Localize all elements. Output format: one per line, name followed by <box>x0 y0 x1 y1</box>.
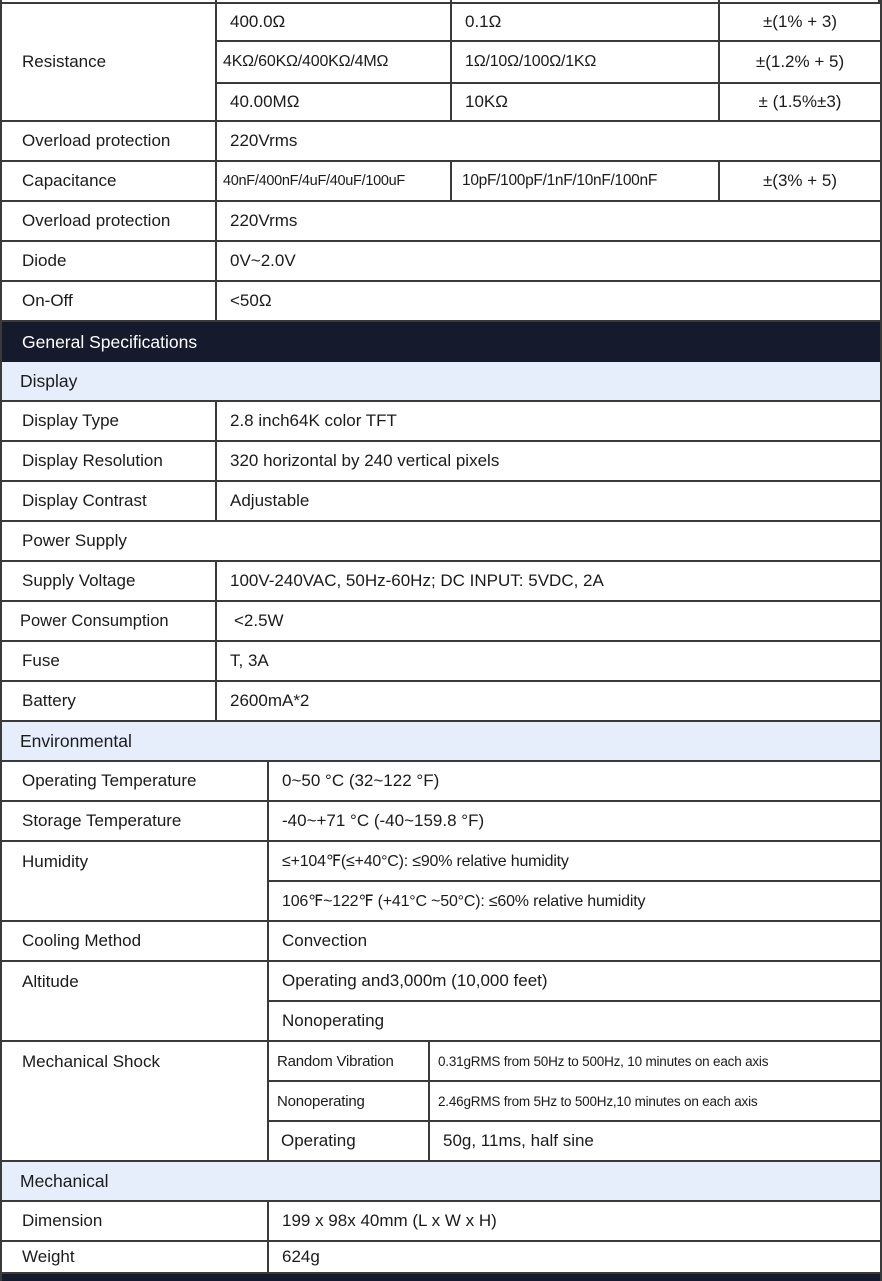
display-type-label: Display Type <box>2 402 217 440</box>
shock-condition: Nonoperating <box>269 1082 430 1120</box>
overload-protection-value: 220Vrms <box>230 211 298 230</box>
table-row <box>2 762 880 802</box>
storage-temperature-label: Storage Temperature <box>2 802 269 840</box>
resistance-resolution: 1Ω/10Ω/100Ω/1KΩ <box>452 42 720 82</box>
power-consumption-value: <2.5W <box>234 611 284 630</box>
sliver-cell <box>2 0 217 2</box>
resistance-resolution: 10KΩ <box>452 84 720 120</box>
resistance-range: 400.0Ω <box>217 4 452 40</box>
shock-value: 2.46gRMS from 5Hz to 500Hz,10 minutes on each axis <box>438 1093 758 1109</box>
weight-value: 624g <box>282 1247 320 1266</box>
dimension-value: 199 x 98x 40mm (L x W x H) <box>282 1211 497 1230</box>
mechanical-section-header: Mechanical <box>2 1162 880 1202</box>
resistance-range: 4KΩ/60KΩ/400KΩ/4MΩ <box>217 42 452 82</box>
sliver-cell <box>217 0 452 2</box>
resistance-row-group <box>2 4 880 122</box>
on-off-value: <50Ω <box>230 291 272 310</box>
table-row <box>2 162 880 202</box>
resistance-accuracy: ± (1.5%±3) <box>758 92 842 111</box>
display-resolution-label: Display Resolution <box>2 442 217 480</box>
display-section-header: Display <box>2 362 880 402</box>
section-bar-partial <box>2 1274 880 1281</box>
table-row <box>217 84 880 120</box>
resistance-label: Resistance <box>2 4 217 120</box>
table-row <box>2 402 880 442</box>
table-row <box>2 562 880 602</box>
supply-voltage-value: 100V-240VAC, 50Hz-60Hz; DC INPUT: 5VDC, 2A <box>230 571 604 590</box>
resistance-range: 40.00MΩ <box>217 84 452 120</box>
table-row <box>2 242 880 282</box>
overload-protection-value: 220Vrms <box>230 131 298 150</box>
capacitance-resolution: 10pF/100pF/1nF/10nF/100nF <box>452 162 720 200</box>
battery-value: 2600mA*2 <box>230 691 310 710</box>
altitude-value: Operating and3,000m (10,000 feet) <box>282 971 548 990</box>
cooling-method-label: Cooling Method <box>2 922 269 960</box>
table-row <box>217 4 880 42</box>
fuse-value: T, 3A <box>230 651 269 670</box>
on-off-label: On-Off <box>2 282 217 320</box>
table-row <box>269 1082 880 1122</box>
cooling-method-value: Convection <box>282 931 368 950</box>
diode-label: Diode <box>2 242 217 280</box>
display-contrast-label: Display Contrast <box>2 482 217 520</box>
table-row <box>2 1242 880 1274</box>
environmental-section-header: Environmental <box>2 722 880 762</box>
table-row <box>2 482 880 522</box>
capacitance-label: Capacitance <box>2 162 217 200</box>
table-row <box>2 602 880 642</box>
humidity-row-group <box>2 842 880 922</box>
operating-temperature-value: 0~50 °C (32~122 °F) <box>282 771 440 790</box>
fuse-label: Fuse <box>2 642 217 680</box>
table-row <box>2 682 880 722</box>
altitude-label: Altitude <box>2 962 269 1040</box>
table-row <box>2 922 880 962</box>
table-row <box>2 522 880 562</box>
power-supply-section-label: Power Supply <box>22 531 127 550</box>
battery-label: Battery <box>2 682 217 720</box>
overload-protection-label: Overload protection <box>2 202 217 240</box>
table-row <box>269 962 880 1002</box>
capacitance-range: 40nF/400nF/4uF/40uF/100uF <box>217 162 452 200</box>
shock-condition: Operating <box>269 1122 430 1160</box>
resistance-resolution: 0.1Ω <box>452 4 720 40</box>
resistance-accuracy: ±(1% + 3) <box>762 12 838 31</box>
altitude-row-group <box>2 962 880 1042</box>
display-contrast-value: Adjustable <box>230 491 310 510</box>
table-row <box>2 642 880 682</box>
overload-protection-label: Overload protection <box>2 122 217 160</box>
humidity-label: Humidity <box>2 842 269 920</box>
supply-voltage-label: Supply Voltage <box>2 562 217 600</box>
table-row <box>217 42 880 84</box>
general-specifications-banner: General Specifications <box>2 322 880 362</box>
display-type-value: 2.8 inch64K color TFT <box>230 411 397 430</box>
table-row <box>2 122 880 162</box>
shock-value: 0.31gRMS from 50Hz to 500Hz, 10 minutes on each axis <box>438 1053 769 1069</box>
resistance-accuracy: ±(1.2% + 5) <box>755 52 845 71</box>
humidity-value: 106℉~122℉ (+41°C ~50°C): ≤60% relative humidity <box>282 893 646 910</box>
table-row <box>269 1042 880 1082</box>
diode-value: 0V~2.0V <box>230 251 296 270</box>
mechanical-shock-label: Mechanical Shock <box>2 1042 269 1160</box>
table-row <box>269 842 880 882</box>
table-row <box>2 442 880 482</box>
sliver-cell <box>452 0 720 2</box>
capacitance-accuracy: ±(3% + 5) <box>762 171 838 190</box>
sliver-cell <box>720 0 880 2</box>
shock-condition: Random Vibration <box>269 1042 430 1080</box>
table-row <box>2 202 880 242</box>
storage-temperature-value: -40~+71 °C (-40~159.8 °F) <box>282 811 485 830</box>
weight-label: Weight <box>2 1242 269 1272</box>
table-row <box>269 1002 880 1040</box>
table-row <box>269 1122 880 1160</box>
shock-value: 50g, 11ms, half sine <box>443 1131 594 1150</box>
table-row <box>2 282 880 322</box>
humidity-value: ≤+104℉(≤+40°C): ≤90% relative humidity <box>282 853 569 870</box>
display-resolution-value: 320 horizontal by 240 vertical pixels <box>230 451 500 470</box>
dimension-label: Dimension <box>2 1202 269 1240</box>
operating-temperature-label: Operating Temperature <box>2 762 269 800</box>
power-consumption-label: Power Consumption <box>2 602 217 640</box>
table-row <box>2 1202 880 1242</box>
mechanical-shock-row-group <box>2 1042 880 1162</box>
table-row <box>2 802 880 842</box>
table-row <box>269 882 880 920</box>
altitude-value: Nonoperating <box>282 1011 385 1030</box>
